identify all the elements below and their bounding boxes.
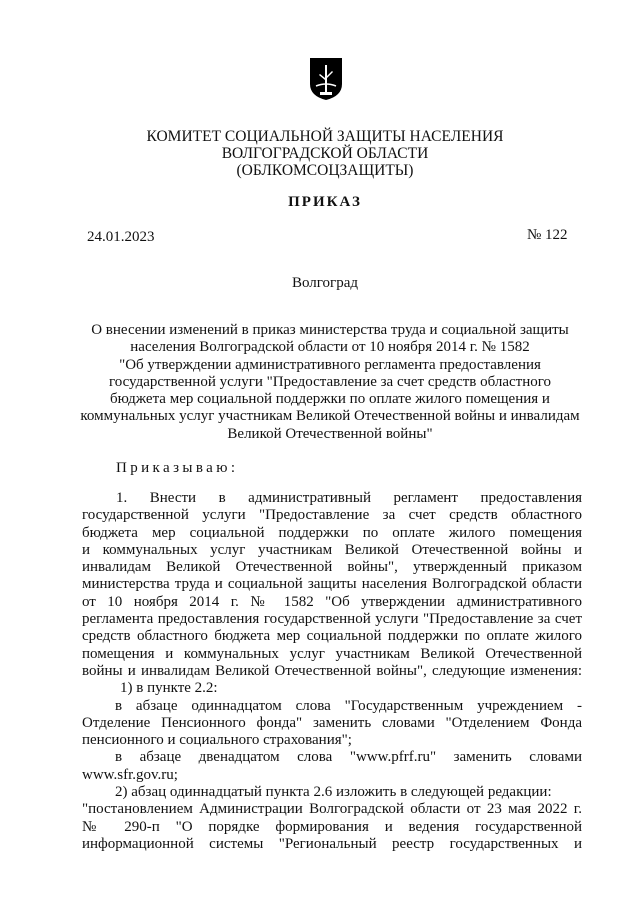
- body-line: и коммунальных услуг участникам Великой Отечественной войны и: [82, 541, 582, 558]
- body-line: бюджета мер социальной поддержки по оплате жилого помещения: [82, 524, 582, 541]
- order-date: 24.01.2023: [87, 229, 155, 245]
- subject-line: О внесении изменений в приказ министерства труда и социальной защиты: [91, 322, 569, 338]
- body-line: от 10 ноября 2014 г. № 1582 "Об утверждении административного: [82, 593, 582, 610]
- subject-line: коммунальных услуг участникам Великой Отечественной войны и инвалидам: [80, 408, 580, 425]
- order-subject: [78, 322, 582, 443]
- volgograd-emblem-icon: [308, 56, 344, 102]
- committee-name-line-2: ВОЛГОГРАДСКОЙ ОБЛАСТИ: [221, 145, 429, 162]
- body-line: пенсионного и социального страхования";: [82, 732, 352, 749]
- decree-word: Приказываю:: [116, 460, 239, 476]
- body-line: № 290-п "О порядке формирования и ведения государственной: [82, 818, 582, 835]
- body-line: 1. Внести в административный регламент предоставления: [116, 490, 582, 506]
- order-number: № 122: [527, 227, 568, 243]
- body-line: министерства труда и социальной защиты населения Волгоградской области: [82, 576, 582, 593]
- body-line: инвалидам Великой Отечественной войны", утвержденный приказом: [82, 559, 582, 576]
- body-line: регламента предоставления государственной услуги "Предоставление за счет: [82, 611, 582, 628]
- body-line: информационной системы "Региональный реестр государственных и: [82, 835, 582, 852]
- subject-line: бюджета мер социальной поддержки по оплате жилого помещения и: [110, 391, 550, 408]
- body-line: 1) в пункте 2.2:: [120, 680, 218, 697]
- body-line: "постановлением Администрации Волгоградской области от 23 мая 2022 г.: [82, 801, 582, 818]
- subject-line: "Об утверждении административного регламента предоставления: [119, 356, 541, 373]
- body-line: в абзаце двенадцатом слова "www.pfrf.ru" заменить словами: [115, 749, 582, 766]
- order-body: [82, 490, 582, 853]
- body-line: помещения и коммунальных услуг участникам Великой Отечественной: [82, 645, 582, 662]
- subject-line: государственной услуги "Предоставление за счет средств областного: [108, 373, 552, 390]
- subject-line: Великой Отечественной войны": [227, 425, 433, 442]
- subject-line: населения Волгоградской области от 10 ноября 2014 г. № 1582: [130, 339, 530, 356]
- body-line: государственной услуги "Предоставление за счет средств областного: [82, 507, 582, 524]
- committee-name-line-1: КОМИТЕТ СОЦИАЛЬНОЙ ЗАЩИТЫ НАСЕЛЕНИЯ: [146, 128, 504, 145]
- document-type-heading: ПРИКАЗ: [288, 194, 362, 210]
- body-line: войны и инвалидам Великой Отечественной войны", следующие изменения:: [82, 662, 582, 679]
- body-line: www.sfr.gov.ru;: [82, 766, 178, 783]
- body-line: в абзаце одиннадцатом слова "Государственным учреждением -: [115, 697, 582, 714]
- body-line: Отделение Пенсионного фонда" заменить словами "Отделением Фонда: [82, 714, 582, 731]
- city-name: Волгоград: [291, 275, 358, 291]
- body-line: средств областного бюджета мер социальной поддержки по оплате жилого: [82, 628, 582, 645]
- body-line: 2) абзац одиннадцатый пункта 2.6 изложить в следующей редакции:: [115, 784, 552, 801]
- committee-name-line-3: (ОБЛКОМСОЦЗАЩИТЫ): [236, 162, 414, 179]
